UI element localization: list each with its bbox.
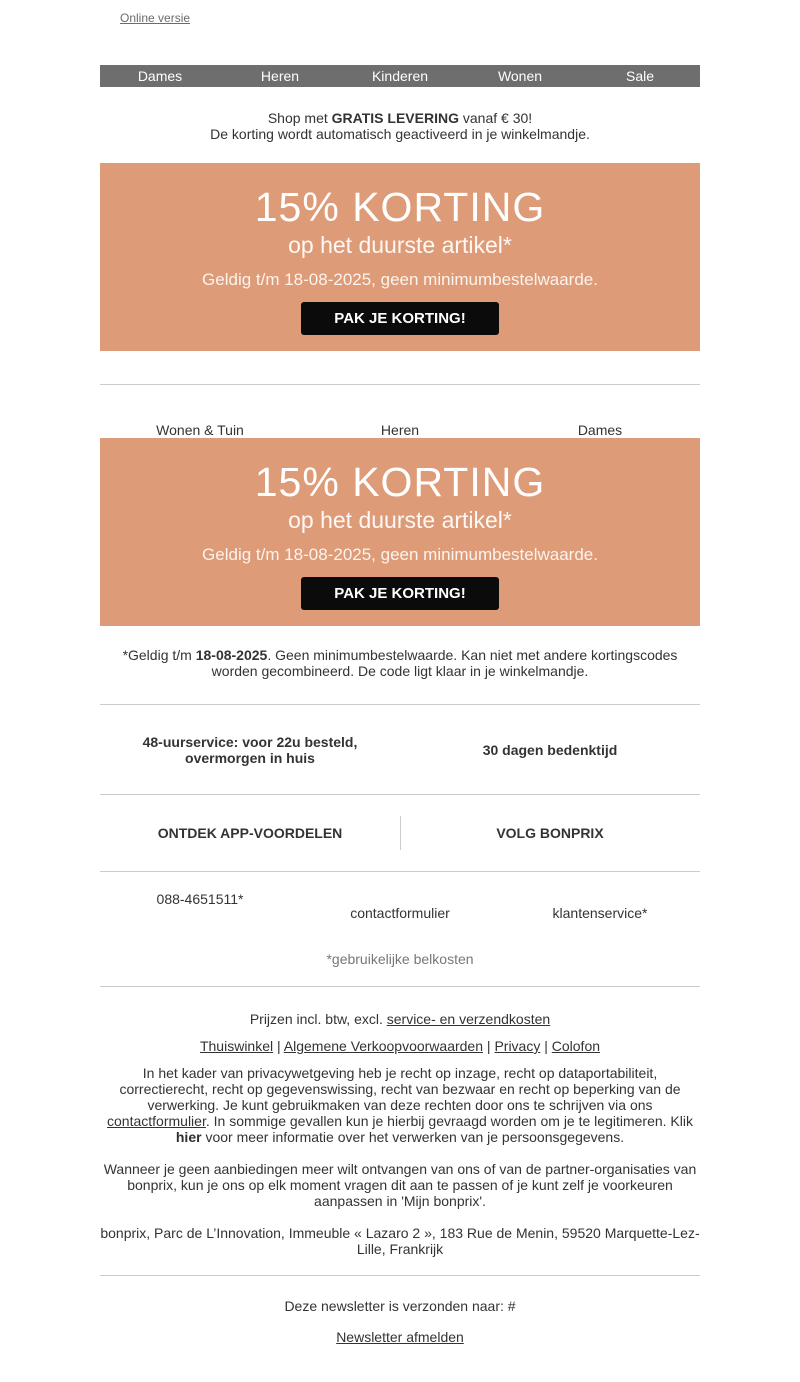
legal-section (100, 987, 700, 1275)
service-48h: 48-uurservice: voor 22u besteld, overmorgen in huis (142, 734, 358, 766)
shipping-costs-link[interactable]: service- en verzendkosten (386, 1011, 551, 1027)
free-delivery-message (100, 110, 700, 142)
footnote-date: 18-08-2025 (195, 647, 268, 663)
app-social-row (100, 795, 700, 871)
phone-number-link[interactable]: 088-4651511* (156, 891, 244, 907)
privacy-link[interactable]: Privacy (494, 1038, 541, 1054)
prices-line: Prijzen incl. btw, excl. service- en verzendkosten (249, 1011, 551, 1027)
top-navigation (100, 65, 700, 87)
contact-form-inline-link[interactable]: contactformulier (107, 1113, 206, 1129)
online-version-row (100, 9, 700, 27)
free-delivery-highlight: GRATIS LEVERING (331, 110, 459, 126)
app-benefits-link[interactable]: ONTDEK APP-VOORDELEN (157, 825, 343, 841)
contact-form-link[interactable]: contactformulier (350, 905, 450, 921)
customer-service-column (500, 891, 700, 921)
call-costs-note: *gebruikelijke belkosten (326, 951, 474, 967)
unsubscribe-link[interactable]: Newsletter afmelden (336, 1329, 464, 1345)
discount-auto-line: De korting wordt automatisch geactiveerd in je winkelmandje. (210, 126, 590, 142)
separator: | (544, 1038, 548, 1054)
partner-offers-paragraph: Wanneer je geen aanbiedingen meer wilt ontvangen van ons of van de partner-organisaties van bonprix, kun je ons op elk moment vragen dit aan te passen of je kunt zelf je voorkeuren aanpassen in 'Mijn bonprix'. (103, 1161, 697, 1209)
footer (100, 1276, 700, 1382)
more-info-link[interactable]: hier (175, 1129, 202, 1145)
colofon-link[interactable]: Colofon (551, 1038, 601, 1054)
claim-discount-button[interactable]: PAK JE KORTING! (301, 302, 499, 335)
banner-validity: Geldig t/m 18-08-2025, geen minimumbestelwaarde. (202, 270, 598, 289)
customer-service-link[interactable]: klantenservice* (552, 905, 648, 921)
privacy-paragraph: In het kader van privacywetgeving heb je recht op inzage, recht op dataportabiliteit, correctierecht, recht op gegevenswissing, recht van bezwaar en recht op beperking van de verwerking. Je kunt gebruikmaken van deze rechten door ons te schrijven via ons contactformulier. In sommige gevallen kun je hierbij gevraagd worden om je te legitimeren. Klik hier voor meer informatie over het verwerken van je persoonsgegevens. (107, 1065, 693, 1145)
contact-form-column (300, 891, 500, 921)
newsletter-body (100, 0, 700, 1382)
category-links-row (100, 422, 700, 438)
nav-item-heren[interactable]: Heren (260, 68, 300, 84)
service-return-period: 30 dagen bedenktijd (482, 742, 618, 758)
company-address: bonprix, Parc de L’Innovation, Immeuble « Lazaro 2 », 183 Rue de Menin, 59520 Marquette-Lez-Lille, Frankrijk (100, 1225, 700, 1257)
banner-validity: Geldig t/m 18-08-2025, geen minimumbestelwaarde. (202, 545, 598, 564)
terms-link[interactable]: Algemene Verkoopvoorwaarden (283, 1038, 484, 1054)
nav-item-dames[interactable]: Dames (137, 68, 183, 84)
claim-discount-button[interactable]: PAK JE KORTING! (301, 577, 499, 610)
promo-banner-bottom (100, 438, 700, 626)
nav-item-kinderen[interactable]: Kinderen (371, 68, 429, 84)
unsubscribe-row (100, 1329, 700, 1345)
service-promises-row (100, 705, 700, 794)
banner-subheadline: op het duurste artikel* (288, 507, 512, 533)
nav-item-sale[interactable]: Sale (625, 68, 655, 84)
online-version-link[interactable]: Online versie (120, 11, 191, 25)
banner-headline: 15% KORTING (254, 459, 546, 505)
sent-to-line: Deze newsletter is verzonden naar: # (284, 1298, 516, 1314)
vertical-divider (400, 816, 401, 850)
nav-item-wonen[interactable]: Wonen (497, 68, 543, 84)
banner-subheadline: op het duurste artikel* (288, 232, 512, 258)
section-divider (100, 384, 700, 385)
phone-column (100, 891, 300, 921)
contact-row (100, 872, 700, 921)
banner-headline: 15% KORTING (254, 184, 546, 230)
legal-links-row (100, 1038, 700, 1054)
category-link-dames[interactable]: Dames (577, 422, 623, 438)
category-link-heren[interactable]: Heren (380, 422, 420, 438)
category-link-wonen-tuin[interactable]: Wonen & Tuin (156, 422, 244, 438)
follow-bonprix-link[interactable]: VOLG BONPRIX (496, 825, 604, 841)
conditions-footnote: *Geldig t/m 18-08-2025. Geen minimumbestelwaarde. Kan niet met andere kortingscodes worden gecombineerd. De code ligt klaar in je winkelmandje. (122, 647, 678, 679)
free-delivery-line: Shop met GRATIS LEVERING vanaf € 30! (267, 110, 533, 126)
thuiswinkel-link[interactable]: Thuiswinkel (199, 1038, 274, 1054)
separator: | (277, 1038, 281, 1054)
promo-banner-top (100, 163, 700, 351)
separator: | (486, 1038, 491, 1054)
